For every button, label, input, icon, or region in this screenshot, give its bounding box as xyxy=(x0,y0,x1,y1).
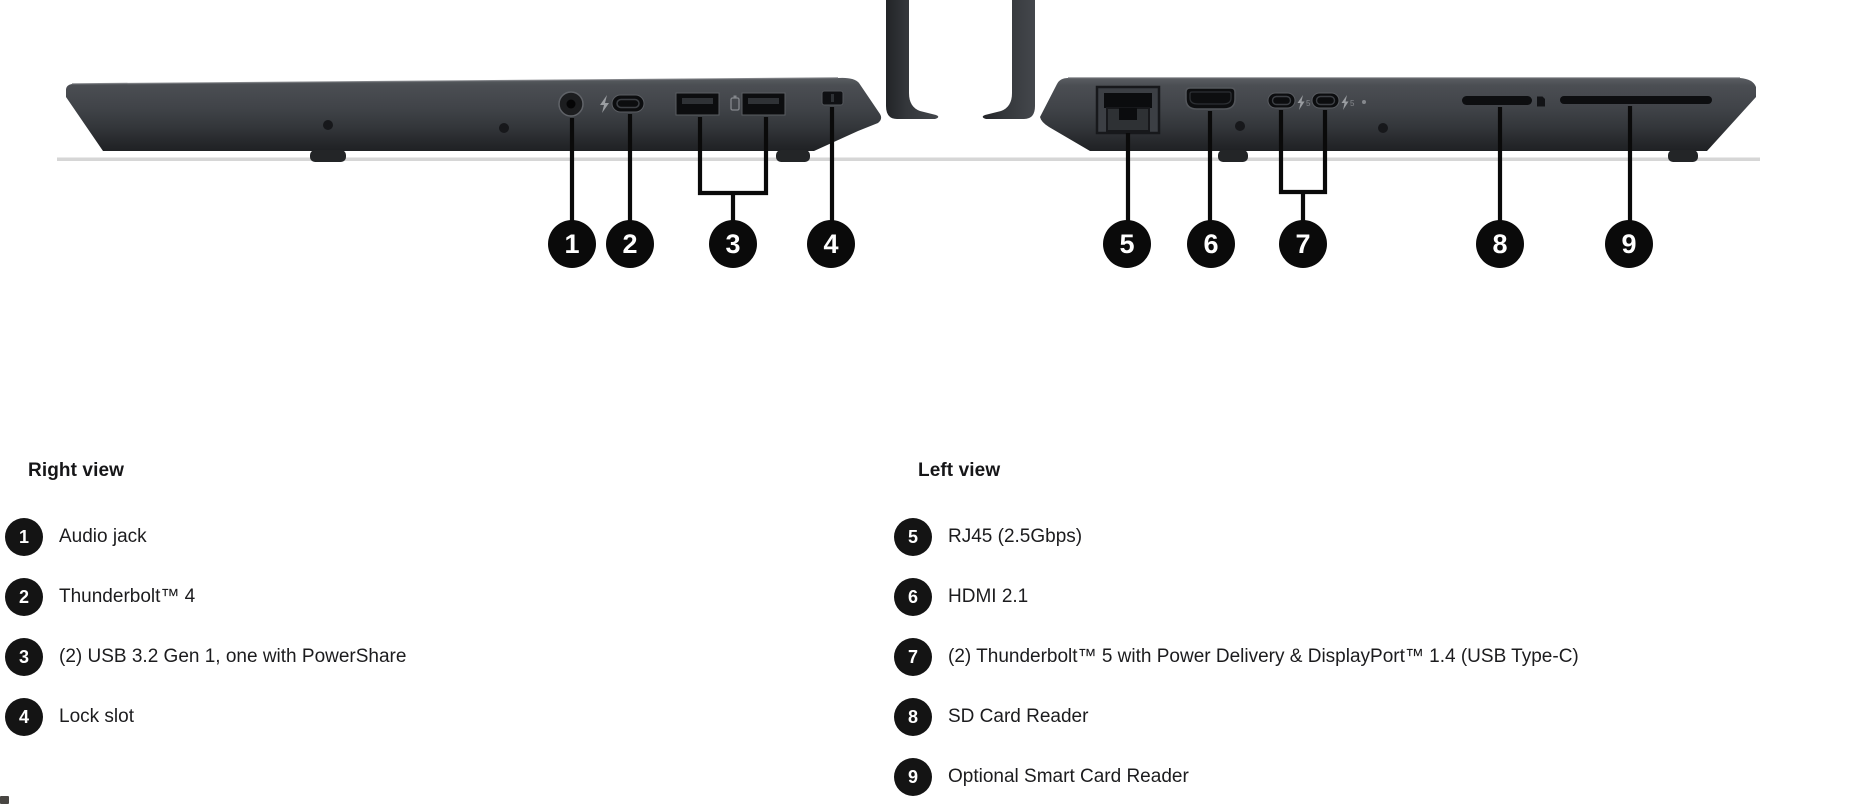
legend-num-3: 3 xyxy=(5,638,43,676)
legend-label-1: Audio jack xyxy=(59,526,147,547)
legend-label-3: (2) USB 3.2 Gen 1, one with PowerShare xyxy=(59,646,407,667)
legend-label-5: RJ45 (2.5Gbps) xyxy=(948,526,1083,547)
usb-a-port xyxy=(676,93,719,115)
screw-hole xyxy=(1235,121,1245,131)
usb-c-port xyxy=(1312,93,1339,108)
lock-slot xyxy=(822,91,843,105)
screw-hole xyxy=(1378,123,1388,133)
rubber-foot xyxy=(1218,150,1248,162)
audio-jack-port xyxy=(559,92,583,116)
legend-item-4 xyxy=(5,698,406,736)
legend-item-2 xyxy=(5,578,406,616)
sd-card-icon xyxy=(1537,97,1545,107)
laptop-right-view xyxy=(66,0,938,162)
callout-7: 7 xyxy=(1279,220,1327,268)
legend-num-7: 7 xyxy=(894,638,932,676)
thunderbolt5-number: 5 xyxy=(1306,99,1311,108)
status-led xyxy=(1362,100,1366,104)
legend-right-view-title: Right view xyxy=(28,460,125,481)
thunderbolt5-number: 5 xyxy=(1350,99,1355,108)
legend-item-8 xyxy=(894,698,1579,736)
legend-label-7: (2) Thunderbolt™ 5 with Power Delivery & DisplayPort™ 1.4 (USB Type-C) xyxy=(948,646,1579,667)
legend-item-3 xyxy=(5,638,406,676)
rj45-port xyxy=(1097,87,1159,133)
laptop-lid-edge xyxy=(886,0,938,119)
screw-hole xyxy=(499,123,509,133)
callout-1: 1 xyxy=(548,220,596,268)
legend-num-4: 4 xyxy=(5,698,43,736)
callout-4: 4 xyxy=(807,220,855,268)
laptop-left-view xyxy=(983,0,1756,162)
callout-6: 6 xyxy=(1187,220,1235,268)
laptop-lid-edge xyxy=(983,0,1035,119)
legend-label-4: Lock slot xyxy=(59,706,134,727)
usb-a-port xyxy=(742,93,785,115)
rubber-foot xyxy=(310,150,346,162)
usb-c-port xyxy=(1268,93,1295,108)
usb-c-port xyxy=(612,95,644,112)
legend-item-5 xyxy=(894,518,1579,556)
callout-9: 9 xyxy=(1605,220,1653,268)
legend-num-2: 2 xyxy=(5,578,43,616)
callout-3: 3 xyxy=(709,220,757,268)
legend-label-2: Thunderbolt™ 4 xyxy=(59,586,196,607)
smart-card-slot xyxy=(1560,96,1712,104)
screw-hole xyxy=(323,120,333,130)
legend-label-8: SD Card Reader xyxy=(948,706,1089,727)
corner-artifact xyxy=(0,796,9,804)
legend-item-1 xyxy=(5,518,406,556)
legend-label-9: Optional Smart Card Reader xyxy=(948,766,1189,787)
legend-num-6: 6 xyxy=(894,578,932,616)
legend-item-7 xyxy=(894,638,1579,676)
legend-left-view-title: Left view xyxy=(918,460,1001,481)
rubber-foot xyxy=(1668,150,1698,162)
callout-2: 2 xyxy=(606,220,654,268)
hdmi-port xyxy=(1186,88,1235,109)
callout-5: 5 xyxy=(1103,220,1151,268)
legend-num-1: 1 xyxy=(5,518,43,556)
legend-item-9 xyxy=(894,758,1579,796)
legend-num-5: 5 xyxy=(894,518,932,556)
legend-label-6: HDMI 2.1 xyxy=(948,586,1029,607)
legend-num-8: 8 xyxy=(894,698,932,736)
rubber-foot xyxy=(776,150,810,162)
legend-num-9: 9 xyxy=(894,758,932,796)
callout-8: 8 xyxy=(1476,220,1524,268)
legend-item-6 xyxy=(894,578,1579,616)
